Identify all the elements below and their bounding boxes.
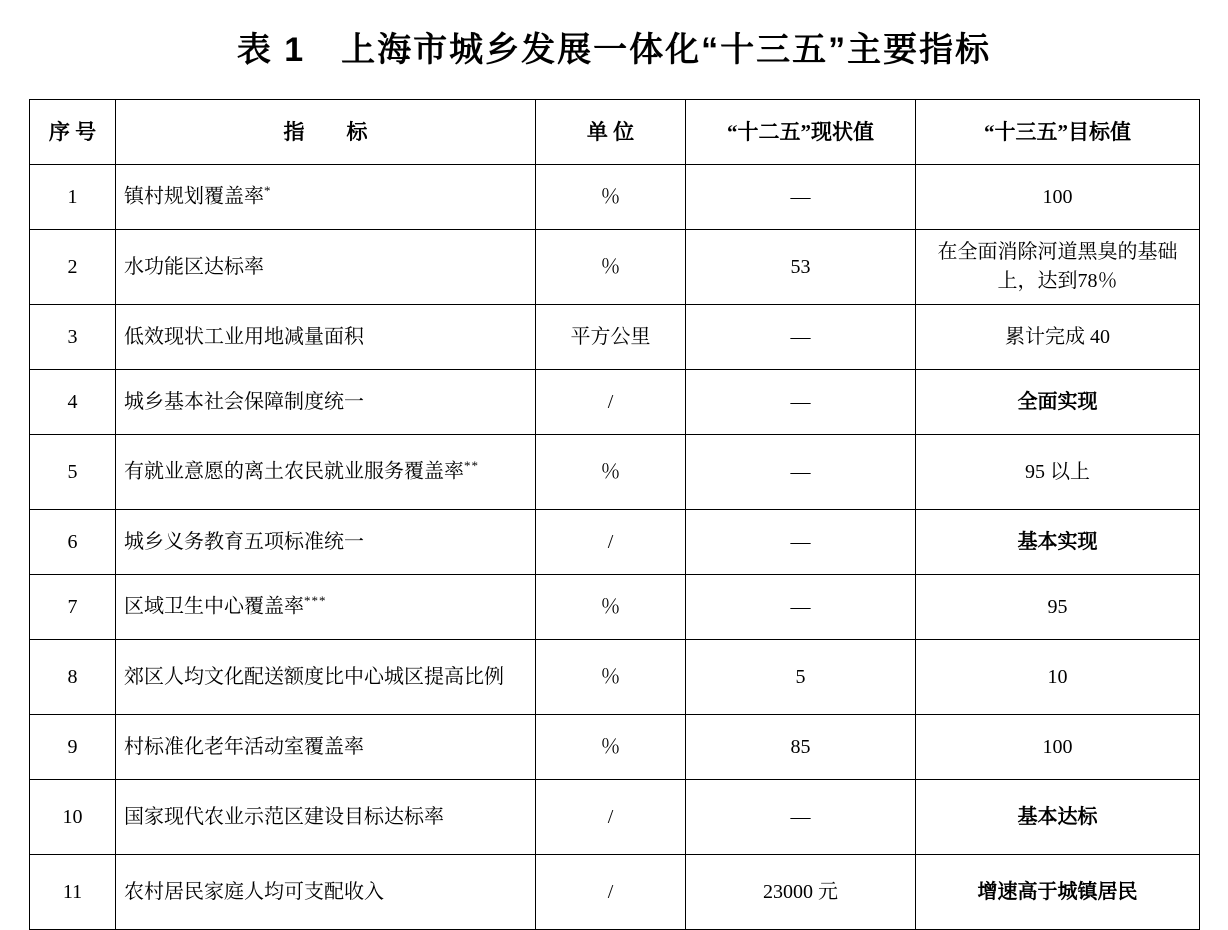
cell-indicator: 国家现代农业示范区建设目标达标率 xyxy=(116,780,536,855)
cell-no: 3 xyxy=(30,305,116,370)
cell-current-value: 23000 元 xyxy=(686,855,916,930)
footnote-marker: *** xyxy=(304,593,327,609)
column-header-target: “十三五”目标值 xyxy=(916,100,1200,165)
cell-no: 8 xyxy=(30,640,116,715)
column-header-unit: 单 位 xyxy=(536,100,686,165)
cell-unit: ％ xyxy=(536,575,686,640)
cell-indicator: 镇村规划覆盖率* xyxy=(116,165,536,230)
table-header xyxy=(30,100,1200,165)
cell-indicator: 城乡基本社会保障制度统一 xyxy=(116,370,536,435)
table-row xyxy=(30,435,1200,510)
table-row xyxy=(30,165,1200,230)
cell-unit: / xyxy=(536,370,686,435)
cell-no: 11 xyxy=(30,855,116,930)
cell-target-value: 95 以上 xyxy=(916,435,1200,510)
table-row xyxy=(30,855,1200,930)
cell-target-value: 增速高于城镇居民 xyxy=(916,855,1200,930)
cell-current-value: — xyxy=(686,575,916,640)
cell-unit: ％ xyxy=(536,640,686,715)
table-header-row xyxy=(30,100,1200,165)
cell-target-value: 100 xyxy=(916,715,1200,780)
cell-indicator: 区域卫生中心覆盖率*** xyxy=(116,575,536,640)
document-page xyxy=(0,12,1228,917)
cell-current-value: — xyxy=(686,370,916,435)
cell-indicator: 郊区人均文化配送额度比中心城区提高比例 xyxy=(116,640,536,715)
cell-target-value: 10 xyxy=(916,640,1200,715)
cell-unit: / xyxy=(536,510,686,575)
column-header-indicator: 指 标 xyxy=(116,100,536,165)
table-row xyxy=(30,715,1200,780)
cell-target-value: 95 xyxy=(916,575,1200,640)
cell-unit: ％ xyxy=(536,230,686,305)
cell-target-value: 在全面消除河道黑臭的基础上，达到78％ xyxy=(916,230,1200,305)
cell-indicator: 村标准化老年活动室覆盖率 xyxy=(116,715,536,780)
indicators-table xyxy=(29,99,1200,930)
cell-unit: ％ xyxy=(536,715,686,780)
table-row xyxy=(30,510,1200,575)
cell-current-value: — xyxy=(686,510,916,575)
cell-current-value: — xyxy=(686,165,916,230)
cell-no: 5 xyxy=(30,435,116,510)
cell-no: 1 xyxy=(30,165,116,230)
cell-unit: 平方公里 xyxy=(536,305,686,370)
cell-unit: ％ xyxy=(536,165,686,230)
cell-no: 4 xyxy=(30,370,116,435)
table-row xyxy=(30,370,1200,435)
table-container xyxy=(29,99,1199,930)
column-header-current: “十二五”现状值 xyxy=(686,100,916,165)
cell-target-value: 基本达标 xyxy=(916,780,1200,855)
cell-indicator: 有就业意愿的离土农民就业服务覆盖率** xyxy=(116,435,536,510)
table-row xyxy=(30,305,1200,370)
cell-target-value: 全面实现 xyxy=(916,370,1200,435)
cell-no: 7 xyxy=(30,575,116,640)
table-row xyxy=(30,640,1200,715)
cell-current-value: 53 xyxy=(686,230,916,305)
table-row xyxy=(30,780,1200,855)
cell-indicator: 水功能区达标率 xyxy=(116,230,536,305)
cell-unit: / xyxy=(536,855,686,930)
cell-indicator: 城乡义务教育五项标准统一 xyxy=(116,510,536,575)
footnote-marker: * xyxy=(264,183,272,199)
cell-no: 10 xyxy=(30,780,116,855)
cell-indicator: 农村居民家庭人均可支配收入 xyxy=(116,855,536,930)
cell-no: 2 xyxy=(30,230,116,305)
cell-current-value: — xyxy=(686,780,916,855)
cell-current-value: 5 xyxy=(686,640,916,715)
table-row xyxy=(30,575,1200,640)
table-body xyxy=(30,165,1200,930)
cell-no: 9 xyxy=(30,715,116,780)
column-header-no: 序 号 xyxy=(30,100,116,165)
cell-current-value: 85 xyxy=(686,715,916,780)
cell-current-value: — xyxy=(686,305,916,370)
table-row xyxy=(30,230,1200,305)
page-title: 表 1 上海市城乡发展一体化“十三五”主要指标 xyxy=(236,31,992,69)
cell-unit: / xyxy=(536,780,686,855)
cell-target-value: 累计完成 40 xyxy=(916,305,1200,370)
cell-target-value: 100 xyxy=(916,165,1200,230)
cell-target-value: 基本实现 xyxy=(916,510,1200,575)
cell-indicator: 低效现状工业用地减量面积 xyxy=(116,305,536,370)
cell-no: 6 xyxy=(30,510,116,575)
cell-current-value: — xyxy=(686,435,916,510)
footnote-marker: ** xyxy=(464,458,479,474)
cell-unit: ％ xyxy=(536,435,686,510)
